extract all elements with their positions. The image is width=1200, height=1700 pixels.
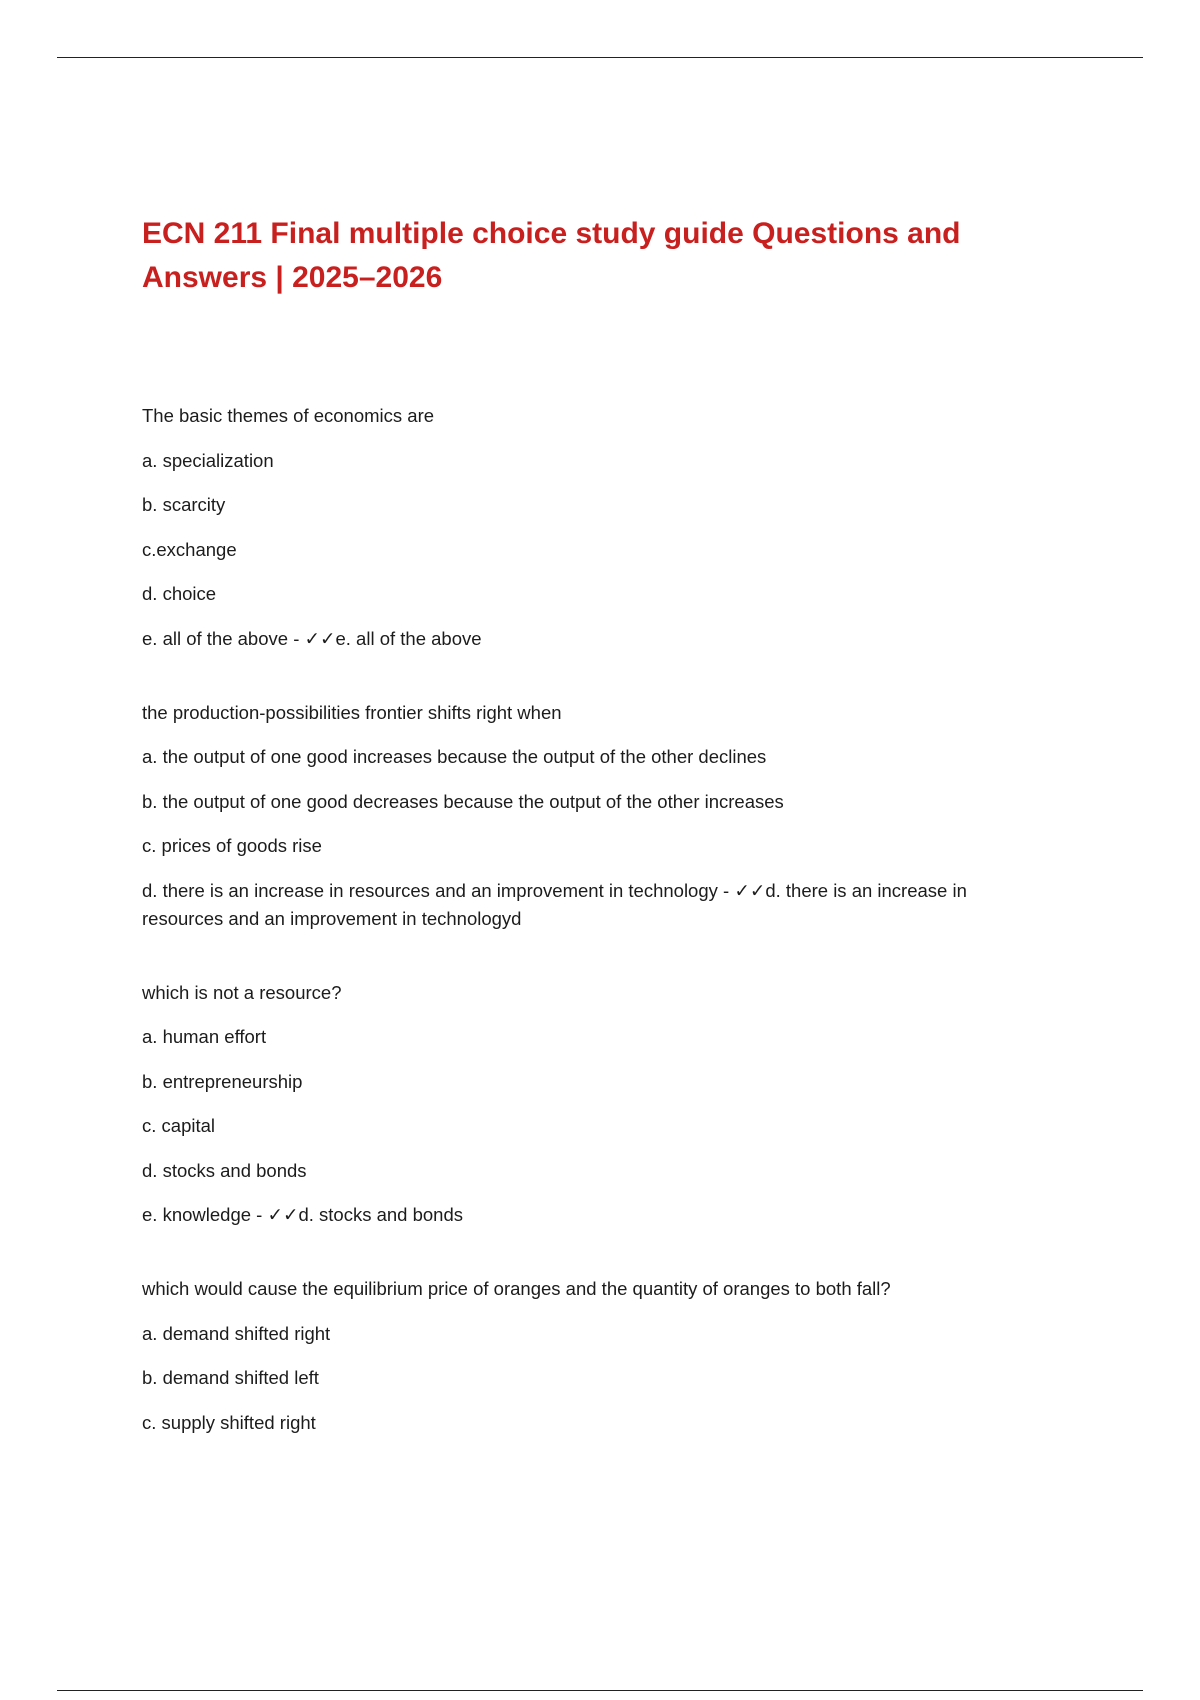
question-stem: which is not a resource? <box>142 981 342 1003</box>
footer-rule <box>57 1690 1143 1691</box>
question-list <box>142 402 1042 1467</box>
question-block <box>142 979 1042 1230</box>
answer-option: d. stocks and bonds <box>142 1159 307 1181</box>
answer-option-with-key: e. all of the above - ✓✓e. all of the above <box>142 627 482 649</box>
answer-option: c.exchange <box>142 538 237 560</box>
header-rule <box>57 57 1143 58</box>
question-stem: The basic themes of economics are <box>142 405 435 426</box>
answer-option: b. entrepreneurship <box>142 1070 303 1092</box>
answer-option: b. scarcity <box>142 494 226 515</box>
title-line-1: ECN 211 Final multiple choice study guide Questions and <box>142 217 961 250</box>
answer-option: c. capital <box>142 1115 216 1136</box>
answer-option: b. the output of one good decreases because the output of the other increases <box>142 790 784 812</box>
answer-option: c. prices of goods rise <box>142 835 322 856</box>
answer-option: a. specialization <box>142 449 274 471</box>
answer-option: a. human effort <box>142 1026 267 1047</box>
document-title <box>142 212 1042 300</box>
answer-option-with-key: d. there is an increase in resources and an improvement in technology - ✓✓d. there is an increase in resources and an improvement in technologyd <box>142 879 967 929</box>
answer-option: d. choice <box>142 583 217 604</box>
answer-option: a. demand shifted right <box>142 1322 331 1344</box>
question-block <box>142 402 1042 653</box>
answer-option-with-key: e. knowledge - ✓✓d. stocks and bonds <box>142 1204 464 1225</box>
title-line-2: Answers | 2025–2026 <box>142 261 443 294</box>
answer-option: a. the output of one good increases because the output of the other declines <box>142 746 767 767</box>
question-stem: the production-possibilities frontier shifts right when <box>142 701 562 723</box>
answer-option: b. demand shifted left <box>142 1367 319 1388</box>
question-block <box>142 1275 1042 1437</box>
question-stem: which would cause the equilibrium price of oranges and the quantity of oranges to both fall? <box>142 1278 891 1299</box>
answer-option: c. supply shifted right <box>142 1411 316 1433</box>
question-block <box>142 699 1042 933</box>
